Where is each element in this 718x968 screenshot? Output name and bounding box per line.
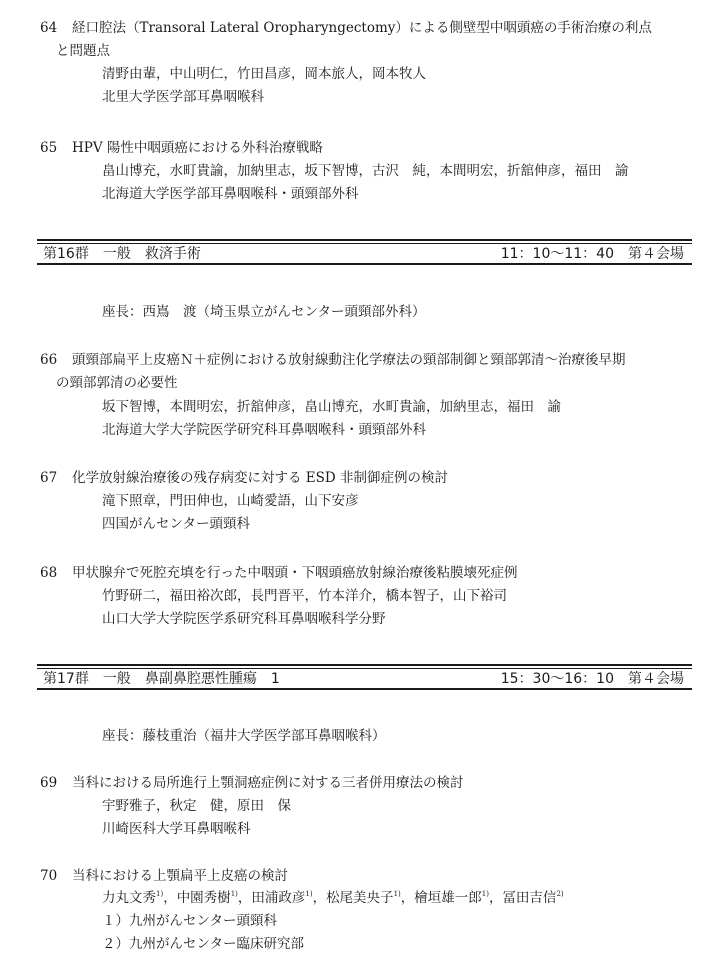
entry-69-title — [40, 773, 464, 793]
entry-68-authors: 竹野研二，福田裕次郎，長門晋平，竹本洋介，橋本智子，山下裕司 — [102, 588, 507, 604]
section-time-room: 15：30〜16：10 第４会場 — [500, 671, 684, 687]
entry-68-affiliation: 山口大学大学院医学系研究科耳鼻咽喉科学分野 — [102, 611, 386, 627]
entry-66-authors: 坂下智博，本間明宏，折舘伸彦，畠山博充，水町貴諭，加納里志，福田 諭 — [102, 399, 561, 415]
section-title: 第17群 一般 鼻副鼻腔悪性腫瘍 1 — [43, 671, 280, 687]
entry-70-title — [40, 866, 288, 886]
entry-title: HPV 陽性中咽頭癌における外科治療戦略 — [72, 140, 323, 156]
affiliation-mark: 2) — [556, 890, 564, 898]
section-17-chair: 座長：藤枝重治（福井大学医学部耳鼻咽喉科） — [102, 728, 386, 744]
author-name: 田浦政彦 — [251, 890, 306, 906]
author-name: 力丸文秀 — [102, 890, 156, 906]
entry-64-authors: 清野由輩，中山明仁，竹田昌彦，岡本旅人，岡本牧人 — [102, 66, 426, 82]
entry-67-title — [40, 468, 448, 488]
entry-title: 当科における局所進行上顎洞癌症例に対する三者併用療法の検討 — [72, 775, 464, 791]
entry-title: 経口腔法（Transoral Lateral Oropharyngectomy）による側壁型中咽頭癌の手術治療の利点 — [72, 20, 652, 36]
affiliation-mark: 1) — [156, 890, 164, 898]
entry-65-title — [40, 138, 323, 158]
entry-number: 65 — [40, 140, 58, 156]
entry-70-affiliation-1: １）九州がんセンター頭頸科 — [102, 913, 277, 929]
entry-67-authors: 滝下照章，門田伸也，山崎愛語，山下安彦 — [102, 493, 359, 509]
entry-64-title — [40, 18, 652, 38]
author-name: 檜垣雄一郎 — [414, 890, 482, 906]
section-16-chair: 座長：西嶌 渡（埼玉県立がんセンター頭頸部外科） — [102, 304, 426, 320]
entry-65-authors: 畠山博充，水町貴諭，加納里志，坂下智博，古沢 純，本間明宏，折舘伸彦，福田 諭 — [102, 163, 629, 179]
entry-69-affiliation: 川崎医科大学耳鼻咽喉科 — [102, 821, 251, 837]
entry-number: 69 — [40, 775, 58, 791]
entry-66-title — [40, 350, 626, 370]
entry-number: 66 — [40, 352, 58, 368]
author-name: 冨田吉信 — [502, 890, 557, 906]
affiliation-mark: 1) — [230, 890, 238, 898]
section-16-header — [37, 239, 692, 265]
entry-title: 当科における上顎扁平上皮癌の検討 — [72, 868, 288, 884]
author-name: 中園秀樹 — [176, 890, 231, 906]
section-17-header — [37, 664, 692, 690]
entry-70-authors: 力丸文秀$^{1)}$，中園秀樹$^{1)}$，田浦政彦$^{1)}$，松尾美央子$^{1)}$，檜垣雄一郎$^{1)}$，冨田吉信$^{2)}$ — [102, 890, 564, 906]
entry-number: 67 — [40, 470, 58, 486]
entry-64-affiliation: 北里大学医学部耳鼻咽喉科 — [102, 89, 264, 105]
author-name: 松尾美央子 — [326, 890, 394, 906]
entry-title: 頭頸部扁平上皮癌Ｎ＋症例における放射線動注化学療法の頸部制御と頸部郭清〜治療後早期 — [72, 352, 626, 368]
entry-64-title-cont: と問題点 — [56, 43, 110, 59]
entry-number: 64 — [40, 20, 58, 36]
section-title: 第16群 一般 救済手術 — [43, 246, 201, 262]
affiliation-mark: 1) — [305, 890, 313, 898]
affiliation-mark: 1) — [393, 890, 401, 898]
entry-title: 甲状腺弁で死腔充填を行った中咽頭・下咽頭癌放射線治療後粘膜壊死症例 — [72, 565, 518, 581]
entry-67-affiliation: 四国がんセンター頭頸科 — [102, 516, 250, 532]
entry-68-title — [40, 563, 518, 583]
entry-66-title-cont: の頸部郭清の必要性 — [56, 375, 178, 391]
entry-65-affiliation: 北海道大学医学部耳鼻咽喉科・頭頸部外科 — [102, 186, 359, 202]
entry-title: 化学放射線治療後の残存病変に対する ESD 非制御症例の検討 — [72, 470, 449, 486]
entry-66-affiliation: 北海道大学大学院医学研究科耳鼻咽喉科・頭頸部外科 — [102, 422, 426, 438]
affiliation-mark: 1) — [481, 890, 489, 898]
entry-number: 70 — [40, 868, 58, 884]
entry-number: 68 — [40, 565, 58, 581]
section-time-room: 11：10〜11：40 第４会場 — [500, 246, 684, 262]
entry-69-authors: 宇野雅子，秋定 健，原田 保 — [102, 798, 291, 814]
entry-70-affiliation-2: ２）九州がんセンター臨床研究部 — [102, 936, 304, 952]
